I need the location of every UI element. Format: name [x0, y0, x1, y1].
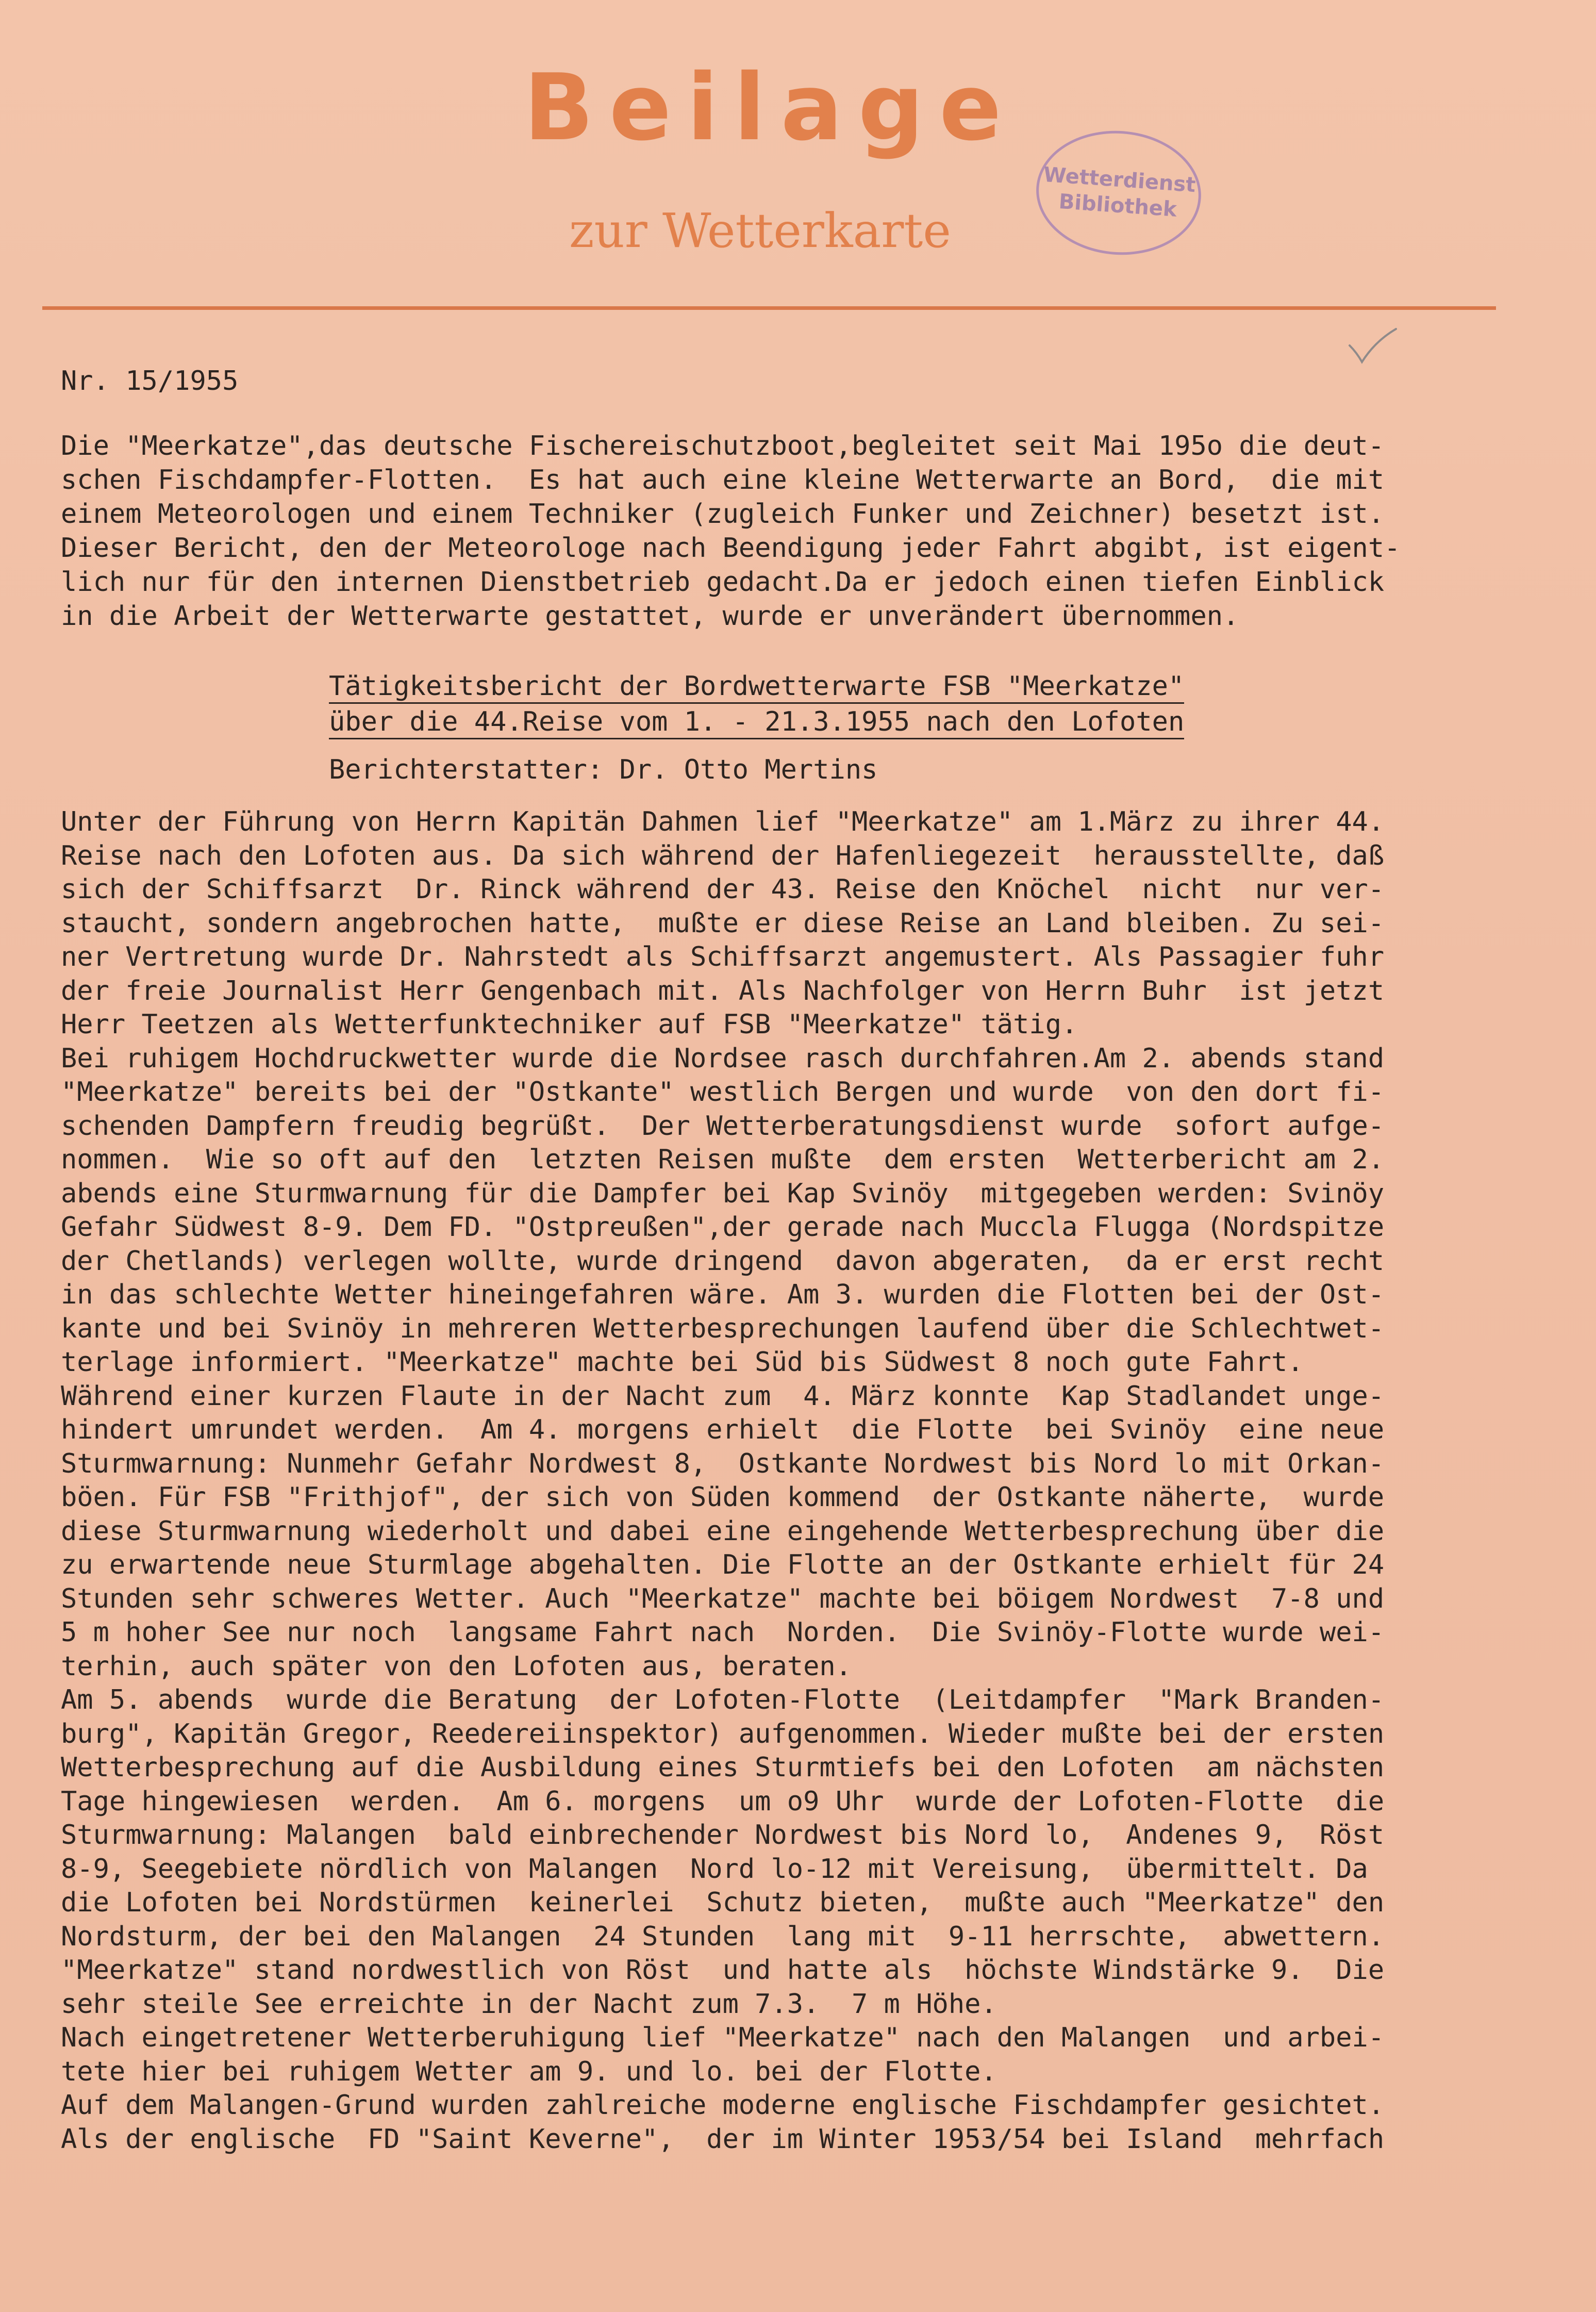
stamp-line-1: Wetterdienst: [1042, 162, 1196, 197]
report-body: Unter der Führung von Herrn Kapitän Dahmen lief "Meerkatze" am 1.März zu ihrer 44. Reise nach den Lofoten aus. Da sich während der Hafenliegezeit herausstellte, daß sich der Schiffsarzt Dr. Rinck während der 43. Reise den Knöchel nicht nur ver- staucht, sondern angebrochen hatte, mußte er diese Reise an Land bleiben. Zu sei- ner Vertretung wurde Dr. Nahrstedt als Schiffsarzt angemustert. Als Passagier fuhr der freie Journalist Herr Gengenbach mit. Als Nachfolger von Herrn Buhr ist jetzt Herr Teetzen als Wetterfunktechniker auf FSB "Meerkatze" tätig. Bei ruhigem Hochdruckwetter wurde die Nordsee rasch durchfahren.Am 2. abends stand "Meerkatze" bereits bei der "Ostkante" westlich Bergen und wurde von den dort fi- schenden Dampfern freudig begrüßt. Der Wetterberatungsdienst wurde sofort aufge- nommen. Wie so oft auf den letzten Reisen mußte dem ersten Wetterbericht am 2. abends eine Sturmwarnung für die Dampfer bei Kap Svinöy mitgegeben werden: Svinöy Gefahr Südwest 8-9. Dem FD. "Ostpreußen",der gerade nach Muccla Flugga (Nordspitze der Chetlands) verlegen wollte, wurde dringend davon abgeraten, da er erst recht in das schlechte Wetter hineingefahren wäre. Am 3. wurden die Flotten bei der Ost- kante und bei Svinöy in mehreren Wetterbesprechungen laufend über die Schlechtwet- terlage informiert. "Meerkatze" machte bei Süd bis Südwest 8 noch gute Fahrt. Während einer kurzen Flaute in der Nacht zum 4. März konnte Kap Stadlandet unge- hindert umrundet werden. Am 4. morgens erhielt die Flotte bei Svinöy eine neue Sturmwarnung: Nunmehr Gefahr Nordwest 8, Ostkante Nordwest bis Nord lo mit Orkan- böen. Für FSB "Frithjof", der sich von Süden kommend der Ostkante näherte, wurde diese Sturmwarnung wiederholt und dabei eine eingehende Wetterbesprechung über die zu erwartende neue Sturmlage abgehalten. Die Flotte an der Ostkante erhielt für 24 Stunden sehr schweres Wetter. Auch "Meerkatze" machte bei böigem Nordwest 7-8 und 5 m hoher See nur noch langsame Fahrt nach Norden. Die Svinöy-Flotte wurde wei- terhin, auch später von den Lofoten aus, beraten. Am 5. abends wurde die Beratung der Lofoten-Flotte (Leitdampfer "Mark Branden- burg", Kapitän Gregor, Reedereiinspektor) aufgenommen. Wieder mußte bei der ersten Wetterbesprechung auf die Ausbildung eines Sturmtiefs bei den Lofoten am nächsten Tage hingewiesen werden. Am 6. morgens um o9 Uhr wurde der Lofoten-Flotte die Sturmwarnung: Malangen bald einbrechender Nordwest bis Nord lo, Andenes 9, Röst 8-9, Seegebiete nördlich von Malangen Nord lo-12 mit Vereisung, übermittelt. Da die Lofoten bei Nordstürmen keinerlei Schutz bieten, mußte auch "Meerkatze" den Nordsturm, der bei den Malangen 24 Stunden lang mit 9-11 herrschte, abwettern. "Meerkatze" stand nordwestlich von Röst und hatte als höchste Windstärke 9. Die sehr steile See erreichte in der Nacht zum 7.3. 7 m Höhe. Nach eingetretener Wetterberuhigung lief "Meerkatze" nach den Malangen und arbei- tete hier bei ruhigem Wetter am 9. und lo. bei der Flotte. Auf dem Malangen-Grund wurden zahlreiche moderne englische Fischdampfer gesichtet. Als der englische FD "Saint Keverne", der im Winter 1953/54 bei Island mehrfach: [61, 806, 1385, 2155]
header-rule: [42, 306, 1496, 310]
check-mark-icon: [1346, 326, 1398, 367]
masthead-subtitle: zur Wetterkarte: [569, 203, 951, 258]
masthead-title: Beilage: [524, 54, 1017, 161]
stamp-line-2: Bibliothek: [1058, 190, 1178, 222]
issue-number: Nr. 15/1955: [61, 366, 239, 397]
library-stamp: [1032, 125, 1205, 260]
intro-paragraph: Die "Meerkatze",das deutsche Fischereischutzboot,begleitet seit Mai 195o die deut- schen Fischdampfer-Flotten. Es hat auch eine kleine Wetterwarte an Bord, die mit einem Meteorologen und einem Techniker (zugleich Funker und Zeichner) besetzt ist. Dieser Bericht, den der Meteorologe nach Beendigung jeder Fahrt abgibt, ist eigent- lich nur für den internen Dienstbetrieb gedacht.Da er jedoch einen tiefen Einblick in die Arbeit der Wetterwarte gestattet, wurde er unverändert übernommen.: [61, 431, 1401, 632]
report-title-line-1: Tätigkeitsbericht der Bordwetterwarte FSB "Meerkatze": [329, 670, 1184, 704]
report-title: [329, 670, 1184, 741]
reporter-line: Berichterstatter: Dr. Otto Mertins: [329, 754, 878, 785]
report-title-line-2: über die 44.Reise vom 1. - 21.3.1955 nach den Lofoten: [329, 706, 1184, 739]
